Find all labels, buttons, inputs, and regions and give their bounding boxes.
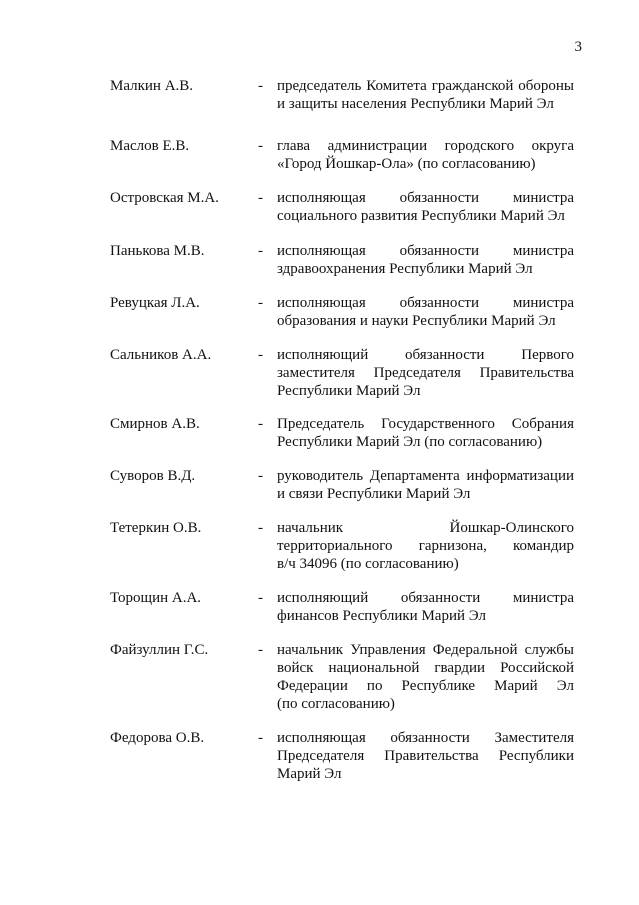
- person-name: Тетеркин О.В.: [110, 520, 202, 536]
- description-line: Марий Эл: [277, 766, 342, 782]
- description-line: исполняющая обязанности Заместителя: [277, 730, 574, 746]
- description-line: исполняющий обязанности Первого: [277, 347, 574, 363]
- description-line: социального развития Республики Марий Эл: [277, 208, 565, 224]
- dash-separator: -: [258, 190, 263, 206]
- description-line: территориального гарнизона, командир: [277, 538, 574, 554]
- description-line: исполняющая обязанности министра: [277, 190, 574, 206]
- position-description: [277, 729, 574, 783]
- description-line: здравоохранения Республики Марий Эл: [277, 261, 533, 277]
- position-description: [277, 137, 574, 173]
- description-line: финансов Республики Марий Эл: [277, 608, 486, 624]
- person-name: Маслов Е.В.: [110, 138, 190, 154]
- person-name: Федорова О.В.: [110, 730, 205, 746]
- position-description: [277, 242, 574, 278]
- dash-separator: -: [258, 468, 263, 484]
- position-description: [277, 467, 574, 503]
- dash-separator: -: [258, 243, 263, 259]
- person-name: Панькова М.В.: [110, 243, 205, 259]
- dash-separator: -: [258, 138, 263, 154]
- person-name: Смирнов А.В.: [110, 416, 200, 432]
- page-number: 3: [574, 39, 582, 55]
- description-line: (по согласованию): [277, 696, 395, 712]
- description-line: в/ч 34096 (по согласованию): [277, 556, 459, 572]
- description-line: Председатель Государственного Собрания: [277, 416, 574, 432]
- description-line: образования и науки Республики Марий Эл: [277, 313, 556, 329]
- person-name: Островская М.А.: [110, 190, 219, 206]
- position-description: [277, 589, 574, 625]
- dash-separator: -: [258, 347, 263, 363]
- position-description: [277, 346, 574, 400]
- dash-separator: -: [258, 642, 263, 658]
- description-line: Федерации по Республике Марий Эл: [277, 678, 574, 694]
- position-description: [277, 189, 574, 225]
- description-line: войск национальной гвардии Российской: [277, 660, 574, 676]
- description-line: исполняющая обязанности министра: [277, 243, 574, 259]
- description-line: и защиты населения Республики Марий Эл: [277, 96, 554, 112]
- description-line: глава администрации городского округа: [277, 138, 574, 154]
- person-name: Торощин А.А.: [110, 590, 202, 606]
- description-line: Республики Марий Эл (по согласованию): [277, 434, 543, 450]
- dash-separator: -: [258, 78, 263, 94]
- person-name: Файзуллин Г.С.: [110, 642, 209, 658]
- dash-separator: -: [258, 590, 263, 606]
- person-name: Сальников А.А.: [110, 347, 212, 363]
- description-line: Республики Марий Эл: [277, 383, 421, 399]
- person-name: Суворов В.Д.: [110, 468, 196, 484]
- position-description: [277, 77, 574, 113]
- dash-separator: -: [258, 416, 263, 432]
- description-line: и связи Республики Марий Эл: [277, 486, 471, 502]
- description-line: исполняющий обязанности министра: [277, 590, 574, 606]
- description-line: начальник Йошкар-Олинского: [277, 520, 574, 536]
- dash-separator: -: [258, 730, 263, 746]
- position-description: [277, 641, 574, 713]
- description-line: Председателя Правительства Республики: [277, 748, 574, 764]
- person-name: Ревуцкая Л.А.: [110, 295, 200, 311]
- person-name: Малкин А.В.: [110, 78, 194, 94]
- position-description: [277, 415, 574, 451]
- description-line: начальник Управления Федеральной службы: [277, 642, 574, 658]
- description-line: «Город Йошкар-Ола» (по согласованию): [277, 156, 536, 172]
- description-line: исполняющая обязанности министра: [277, 295, 574, 311]
- description-line: руководитель Департамента информатизации: [277, 468, 574, 484]
- dash-separator: -: [258, 295, 263, 311]
- position-description: [277, 519, 574, 573]
- position-description: [277, 294, 574, 330]
- description-line: заместителя Председателя Правительства: [277, 365, 574, 381]
- description-line: председатель Комитета гражданской обороны: [277, 78, 574, 94]
- dash-separator: -: [258, 520, 263, 536]
